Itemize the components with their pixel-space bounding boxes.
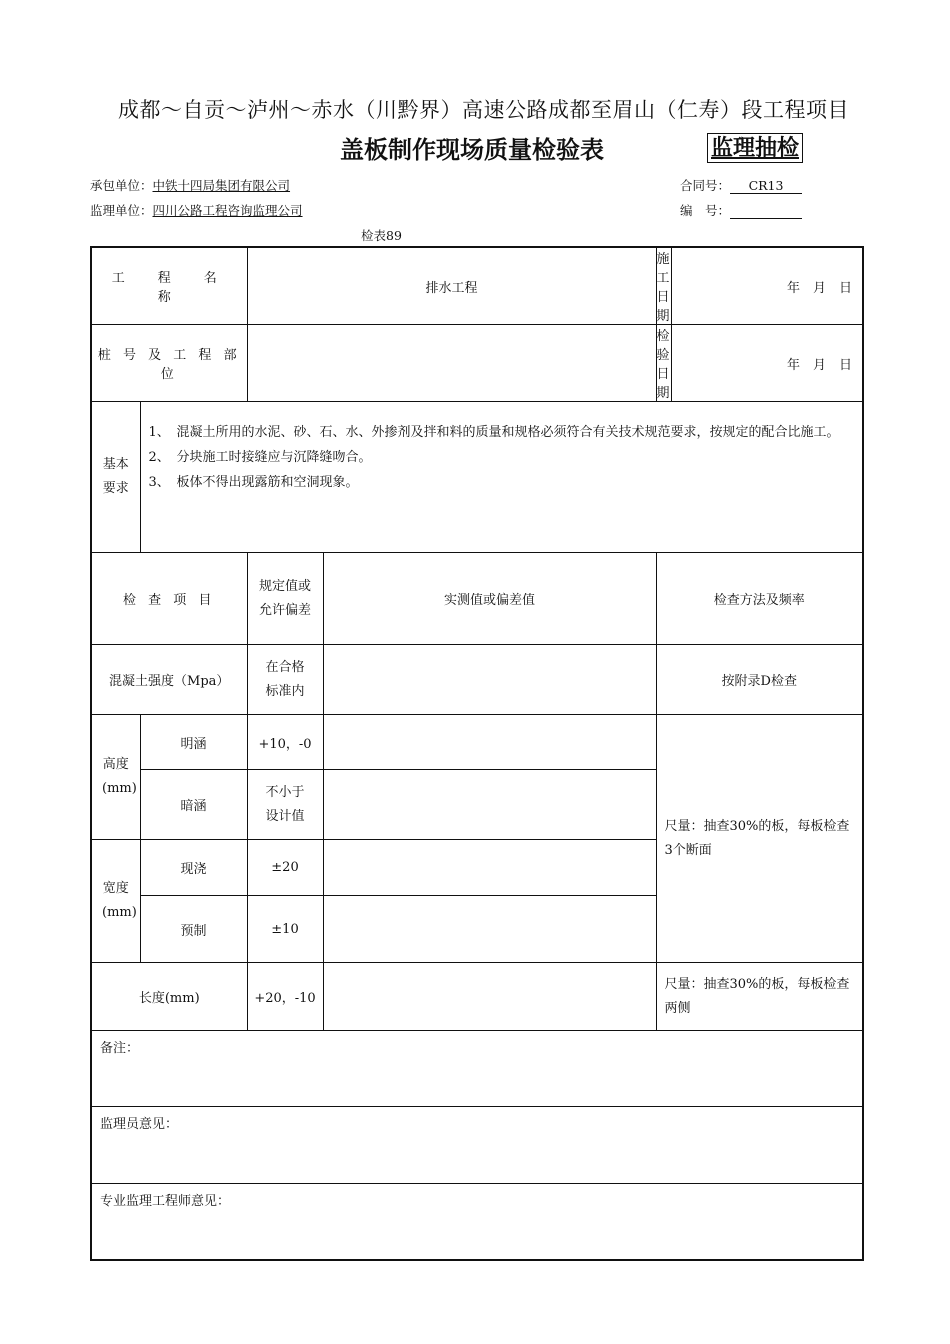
requirement-item: 3、 板体不得出现露筋和空洞现象。 <box>148 475 359 490</box>
width-label: 宽度(mm) <box>91 840 140 963</box>
engineer-opinion-label: 专业监理工程师意见： <box>100 1194 231 1209</box>
engineer-opinion-cell <box>91 1184 863 1260</box>
inspection-date-label: 检 验 日 期 <box>656 325 671 402</box>
height-sub-open: 明涵 <box>140 715 247 770</box>
strength-item: 混凝土强度（Mpa） <box>91 645 247 715</box>
inspector-opinion-cell <box>91 1107 863 1184</box>
height-label: 高度(mm) <box>91 715 140 840</box>
supervisor-label: 监理单位： <box>90 203 153 218</box>
inspector-opinion-label: 监理员意见： <box>100 1117 179 1132</box>
requirement-item: 1、 混凝土所用的水泥、砂、石、水、外掺剂及拌和料的质量和规格必须符合有关技术规范要求，按规定的配合比施工。 <box>148 425 840 440</box>
construction-date-value: 年 月 日 <box>671 247 863 325</box>
serial-line <box>680 201 802 219</box>
length-measured <box>323 963 656 1031</box>
width-cast-measured <box>323 840 656 896</box>
height-open-tolerance: +10，-0 <box>247 715 323 770</box>
height-open-measured <box>323 715 656 770</box>
serial-label: 编 号： <box>680 203 731 218</box>
inspection-table <box>90 246 864 1261</box>
width-cast-tolerance: ±20 <box>247 840 323 896</box>
contractor-label: 承包单位： <box>90 178 153 193</box>
contractor-value: 中铁十四局集团有限公司 <box>152 178 291 193</box>
contract-no-value: CR13 <box>730 178 802 194</box>
length-method: 尺量：抽查30%的板，每板检查两侧 <box>656 963 863 1031</box>
contract-no-line <box>680 176 802 194</box>
form-code: 检表89 <box>361 228 402 243</box>
remarks-label: 备注： <box>100 1041 140 1056</box>
length-item: 长度(mm) <box>91 963 247 1031</box>
remarks-cell <box>91 1031 863 1107</box>
supervisor-value: 四川公路工程咨询监理公司 <box>152 203 303 218</box>
header-tolerance: 规定值或允许偏差 <box>247 553 323 645</box>
width-sub-cast: 现浇 <box>140 840 247 896</box>
header-check-item: 检 查 项 目 <box>91 553 247 645</box>
length-tolerance: +20，-10 <box>247 963 323 1031</box>
supervisor-line <box>90 201 303 219</box>
basic-requirements <box>140 402 863 553</box>
header-method: 检查方法及频率 <box>656 553 863 645</box>
basic-requirements-label: 基本要求 <box>91 402 140 553</box>
contractor-line <box>90 176 290 194</box>
strength-method: 按附录D检查 <box>656 645 863 715</box>
strength-tolerance: 在合格标准内 <box>247 645 323 715</box>
contract-no-label: 合同号： <box>680 178 731 193</box>
project-title: 成都～自贡～泸州～赤水（川黔界）高速公路成都至眉山（仁寿）段工程项目 <box>118 98 849 122</box>
project-name-value: 排水工程 <box>247 247 656 325</box>
strength-measured <box>323 645 656 715</box>
width-sub-precast: 预制 <box>140 896 247 963</box>
supervision-stamp: 监理抽检 <box>707 133 803 163</box>
serial-value <box>730 203 802 219</box>
construction-date-label: 施 工 日 期 <box>656 247 671 325</box>
requirement-item: 2、 分块施工时接缝应与沉降缝吻合。 <box>148 450 372 465</box>
station-value <box>247 325 656 402</box>
height-culvert-measured <box>323 770 656 840</box>
station-label: 桩 号 及 工 程 部 位 <box>91 325 247 402</box>
header-measured: 实测值或偏差值 <box>323 553 656 645</box>
form-title: 盖板制作现场质量检验表 <box>340 135 604 164</box>
height-width-method: 尺量：抽查30%的板，每板检查3个断面 <box>656 715 863 963</box>
width-precast-measured <box>323 896 656 963</box>
height-sub-culvert: 暗涵 <box>140 770 247 840</box>
inspection-date-value: 年 月 日 <box>671 325 863 402</box>
width-precast-tolerance: ±10 <box>247 896 323 963</box>
height-culvert-tolerance: 不小于设计值 <box>247 770 323 840</box>
project-name-label: 工 程 名 称 <box>91 247 247 325</box>
